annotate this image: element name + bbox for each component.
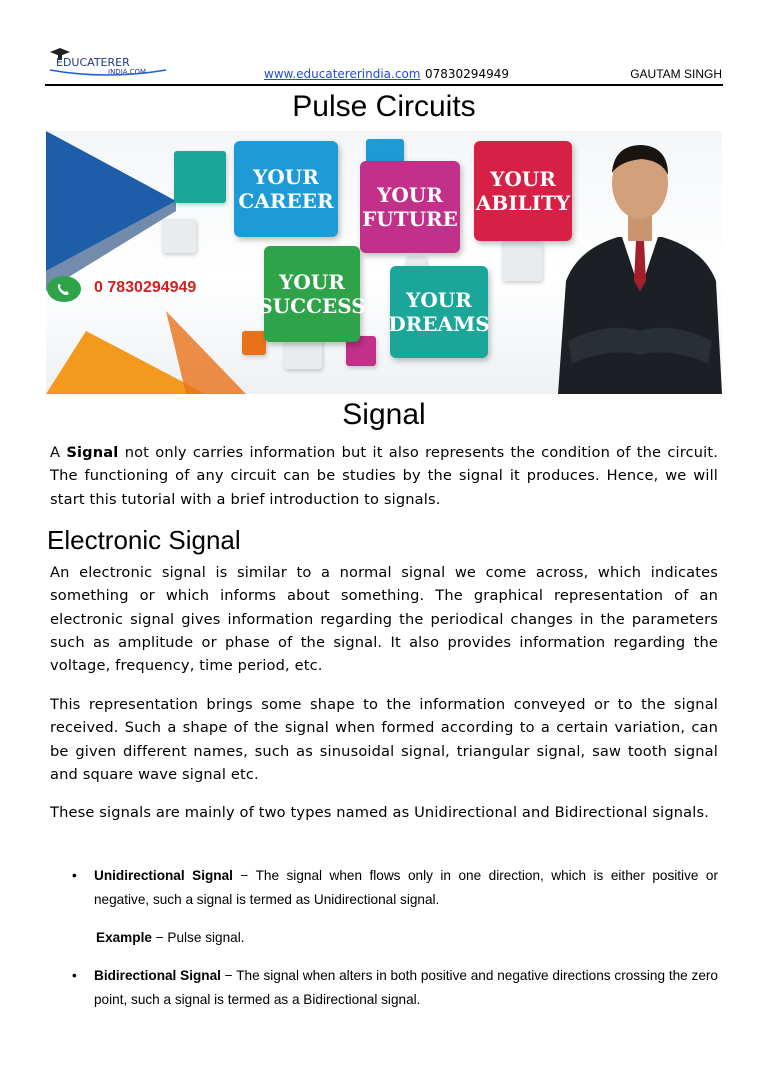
bullet-bidirectional: • Bidirectional Signal − The signal when alters in both positive and negative directions crossing the zero point, such a signal is termed as a Bidirectional signal. <box>94 964 718 1011</box>
paragraph-1: An electronic signal is similar to a normal signal we come across, which indicates something or which informs about something. The graphical representation of an electronic signal gives information regarding the periodical changes in the parameters such as amplitude or phase of the signal. It also provides information regarding the voltage, frequency, time period, etc. <box>50 564 718 675</box>
tile-your-dreams: YOUR DREAMS <box>390 266 488 358</box>
tile-your-success: YOUR SUCCESS <box>264 246 360 342</box>
tile-your-future: YOUR FUTURE <box>360 161 460 253</box>
logo-text-bottom: INDIA.COM <box>108 68 147 76</box>
bullet-dot-icon: • <box>72 868 77 883</box>
bullet-term: Bidirectional Signal <box>94 968 221 983</box>
website-link[interactable]: www.educatererindia.com <box>264 67 421 81</box>
promo-banner <box>46 131 722 394</box>
signal-term: Signal <box>66 444 119 461</box>
whatsapp-icon <box>46 275 82 303</box>
heading-electronic-signal: Electronic Signal <box>47 525 241 555</box>
tile-your-career: YOUR CAREER <box>234 141 338 237</box>
educaterer-logo <box>46 46 170 80</box>
paragraph-2: This representation brings some shape to the information conveyed or to the signal received. Such a shape of the signal when formed according to a certain variation, can be given different names, such as sinusoidal signal, triangular signal, saw tooth signal and square wave signal etc. <box>50 696 718 783</box>
header-author: GAUTAM SINGH <box>630 67 722 81</box>
heading-signal: Signal <box>342 398 426 431</box>
bullet-term: Unidirectional Signal <box>94 868 233 883</box>
bullet-dot-icon: • <box>72 968 77 983</box>
tile-your-ability: YOUR ABILITY <box>474 141 572 241</box>
header-phone: 07830294949 <box>425 67 509 81</box>
page-title: Pulse Circuits <box>292 90 476 123</box>
example-line: Example − Pulse signal. <box>96 930 245 945</box>
bullet-unidirectional: • Unidirectional Signal − The signal when flows only in one direction, which is either positive or negative, such a signal is termed as Unidirectional signal. <box>94 864 718 911</box>
header-rule <box>45 84 723 86</box>
example-label: Example <box>96 930 152 945</box>
paragraph-3: These signals are mainly of two types named as Unidirectional and Bidirectional signals. <box>50 804 709 821</box>
signal-intro: A Signal not only carries information but it also represents the condition of the circuit. The functioning of any circuit can be studies by the signal it produces. Hence, we will start this tutorial with a brief introduction to signals. <box>50 444 719 508</box>
presenter-photo <box>558 141 722 394</box>
whatsapp-number: 0 7830294949 <box>94 279 197 296</box>
logo-text-top: EDUCATERER <box>56 56 130 69</box>
